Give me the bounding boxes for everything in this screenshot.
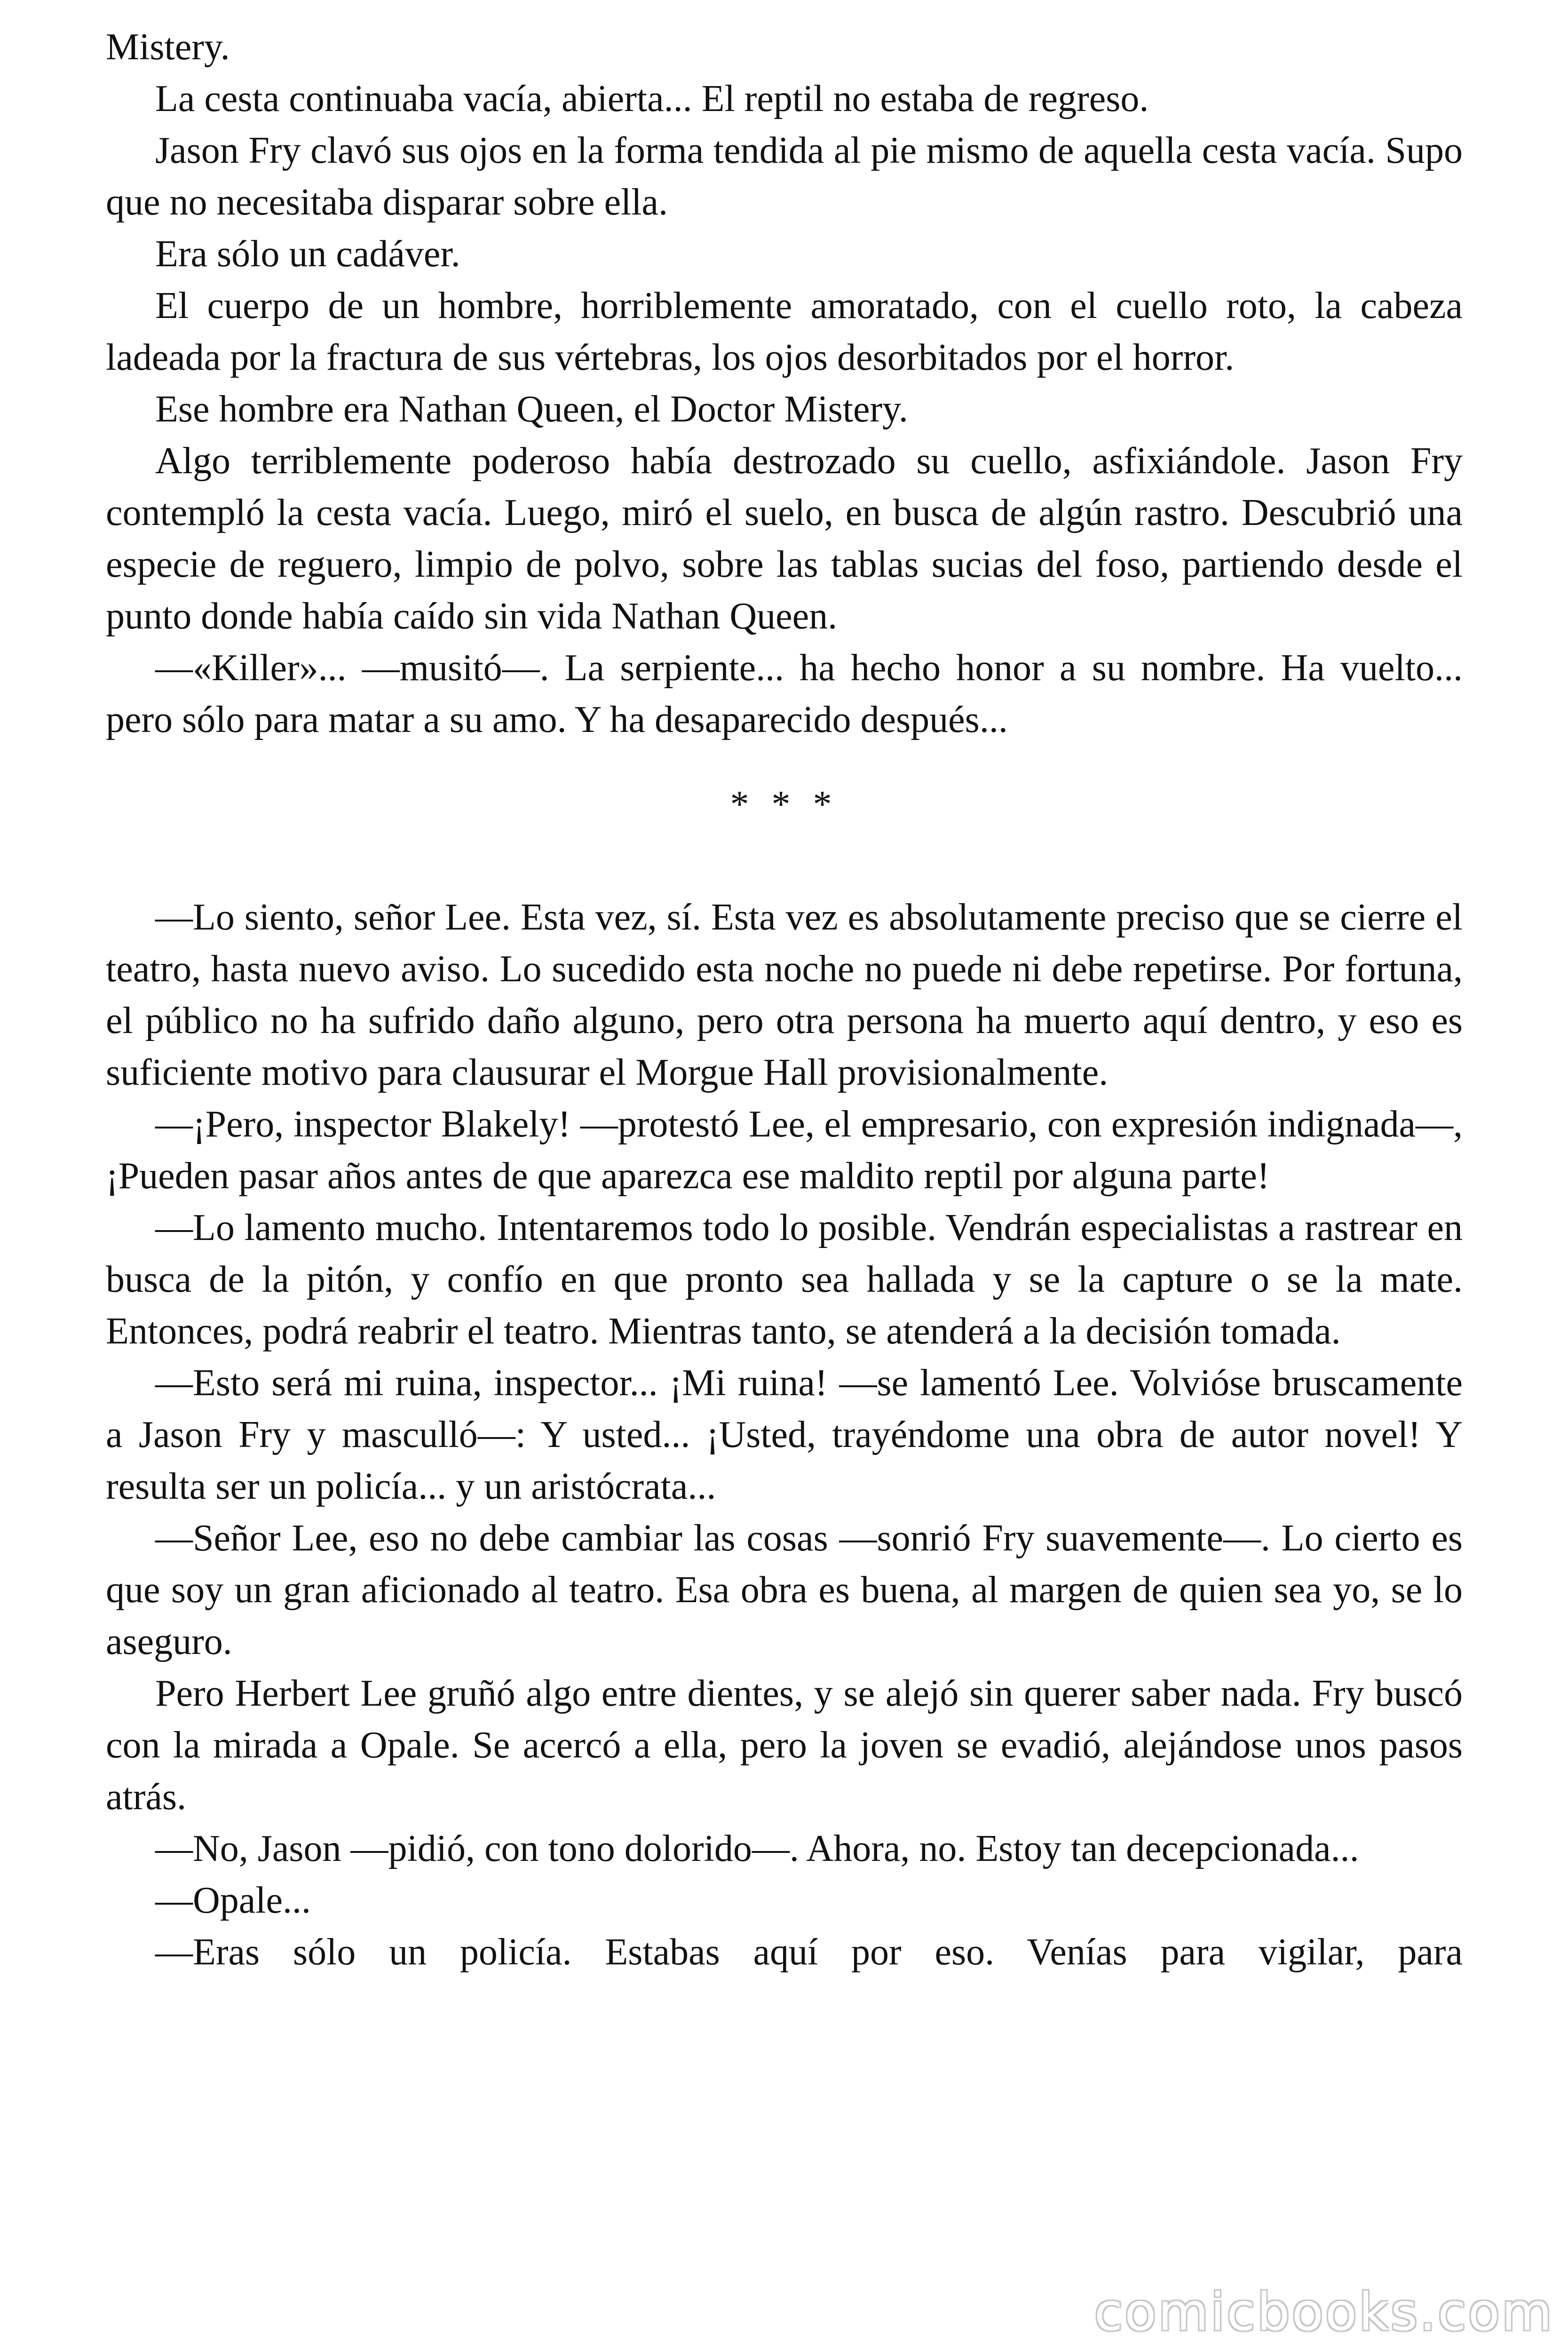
paragraph-continued: —Eras sólo un policía. Estabas aquí por eso. Venías para vigilar, para [155, 1931, 1463, 1973]
paragraph: —Esto será mi ruina, inspector... ¡Mi ruina! —se lamentó Lee. Volvióse bruscamente a Jason Fry y masculló—: Y usted... ¡Usted, trayéndome una obra de autor novel! Y resulta ser un policía... y un aristócrata... [106, 1362, 1463, 1507]
paragraph: —Opale... [155, 1880, 311, 1921]
paragraph: La cesta continuaba vacía, abierta... El reptil no estaba de regreso. [155, 78, 1149, 119]
watermark-logo: comicbooks.com [1094, 2282, 1554, 2342]
paragraph: —No, Jason —pidió, con tono dolorido—. Ahora, no. Estoy tan decepcionada... [155, 1828, 1359, 1869]
paragraph: —«Killer»... —musitó—. La serpiente... ha hecho honor a su nombre. Ha vuelto... pero sólo para matar a su amo. Y ha desaparecido después... [106, 647, 1463, 740]
paragraph: —Lo lamento mucho. Intentaremos todo lo posible. Vendrán especialistas a rastrear en busca de la pitón, y confío en que pronto sea hallada y se la capture o se la mate. Entonces, podrá reabrir el teatro. Mientras tanto, se atenderá a la decisión tomada. [106, 1207, 1463, 1352]
paragraph: Jason Fry clavó sus ojos en la forma tendida al pie mismo de aquella cesta vacía. Supo que no necesitaba disparar sobre ella. [106, 130, 1463, 223]
paragraph: —¡Pero, inspector Blakely! —protestó Lee, el empresario, con expresión indignada—, ¡Pueden pasar años antes de que aparezca ese maldito reptil por alguna parte! [106, 1104, 1463, 1197]
paragraph: Mistery. [106, 26, 230, 68]
paragraph: Pero Herbert Lee gruñó algo entre dientes, y se alejó sin querer saber nada. Fry buscó con la mirada a Opale. Se acercó a ella, pero la joven se evadió, alejándose unos pasos atrás. [106, 1673, 1463, 1818]
paragraph: Ese hombre era Nathan Queen, el Doctor Mistery. [155, 389, 908, 430]
paragraph: —Señor Lee, eso no debe cambiar las cosas —sonrió Fry suavemente—. Lo cierto es que soy un gran aficionado al teatro. Esa obra es buena, al margen de quien sea yo, se lo aseguro. [106, 1518, 1463, 1662]
paragraph: —Lo siento, señor Lee. Esta vez, sí. Esta vez es absolutamente preciso que se cierre el teatro, hasta nuevo aviso. Lo sucedido esta noche no puede ni debe repetirse. Por fortuna, el público no ha sufrido daño alguno, pero otra persona ha muerto aquí dentro, y eso es suficiente motivo para clausurar el Morgue Hall provisionalmente. [106, 897, 1463, 1093]
paragraph: Algo terriblemente poderoso había destrozado su cuello, asfixiándole. Jason Fry contempló la cesta vacía. Luego, miró el suelo, en busca de algún rastro. Descubrió una especie de reguero, limpio de polvo, sobre las tablas sucias del foso, partiendo desde el punto donde había caído sin vida Nathan Queen. [106, 440, 1463, 637]
paragraph: Era sólo un cadáver. [155, 233, 460, 275]
paragraph: El cuerpo de un hombre, horriblemente amoratado, con el cuello roto, la cabeza ladeada por la fractura de sus vértebras, los ojos desorbitados por el horror. [106, 285, 1463, 378]
section-separator: * * * [730, 784, 839, 825]
page-body [106, 21, 1463, 1978]
